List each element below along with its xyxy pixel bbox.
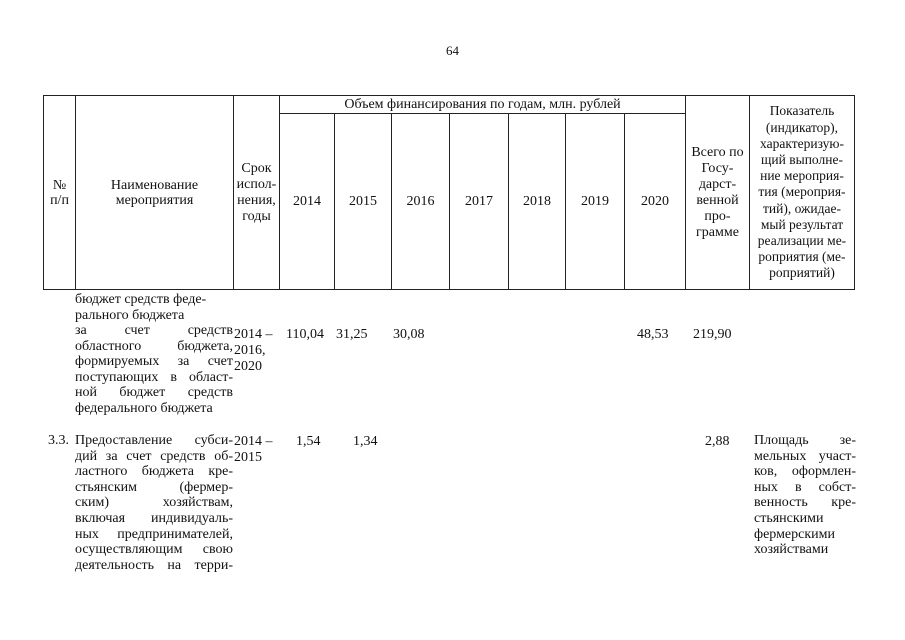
row-3-3-index: 3.3. [48,433,69,448]
header-indicator: Показатель (индикатор), характеризую- щий выполне- ние мероприя- тия (мероприя- тий), ожидае- мый результат реализации ме- роприятия (ме- роприятий) [757,103,847,281]
row-regional-term: 2014 – 2016, 2020 [234,327,273,374]
header-total: Всего по Госу- дарст- венной про- грамме [691,144,744,240]
continuation-text: бюджет средств феде- рального бюджета [75,292,207,323]
header-funding-group: Объем финансирования по годам, млн. рублей [344,97,621,112]
row-regional-2020: 48,53 [637,327,669,342]
header-year-2020: 2020 [641,194,669,209]
row-3-3-indicator: Площадь зе- мельных участ- ков, оформлен- ных в собст- венность кре- стьянскими фермерскими хозяйствами [754,433,856,558]
header-year-2017: 2017 [465,194,493,209]
row-3-3-term: 2014 – 2015 [234,434,273,465]
page-number: 64 [446,43,459,58]
row-3-3-total: 2,88 [705,434,730,449]
row-3-3-2014: 1,54 [296,434,321,449]
header-vline [854,95,855,290]
row-regional-total: 219,90 [693,327,732,342]
row-regional-name: за счет средств областного бюджета, формируемых за счет поступающих в област- ной бюджет средств федерального бюджета [75,323,233,416]
header-index: № п/п [50,177,69,208]
header-year-2016: 2016 [406,194,435,209]
row-3-3-name: Предоставление субси- дий за счет средств об- ластного бюджета кре- стьянским (фермер- ским) хозяйствам, включая индивидуаль- ных предпринимателей, осуществляющим свою деятельность на терри- [75,433,233,573]
header-year-2018: 2018 [523,194,551,209]
row-regional-2016: 30,08 [393,327,425,342]
row-regional-2015: 31,25 [336,327,368,342]
header-year-2015: 2015 [349,194,377,209]
header-year-2019: 2019 [581,194,609,209]
row-regional-2014: 110,04 [286,327,324,342]
header-year-2014: 2014 [293,194,321,209]
header-name: Наименование мероприятия [110,177,199,208]
row-3-3-2015: 1,34 [353,434,378,449]
header-term: Срок испол- нения, годы [236,160,277,224]
